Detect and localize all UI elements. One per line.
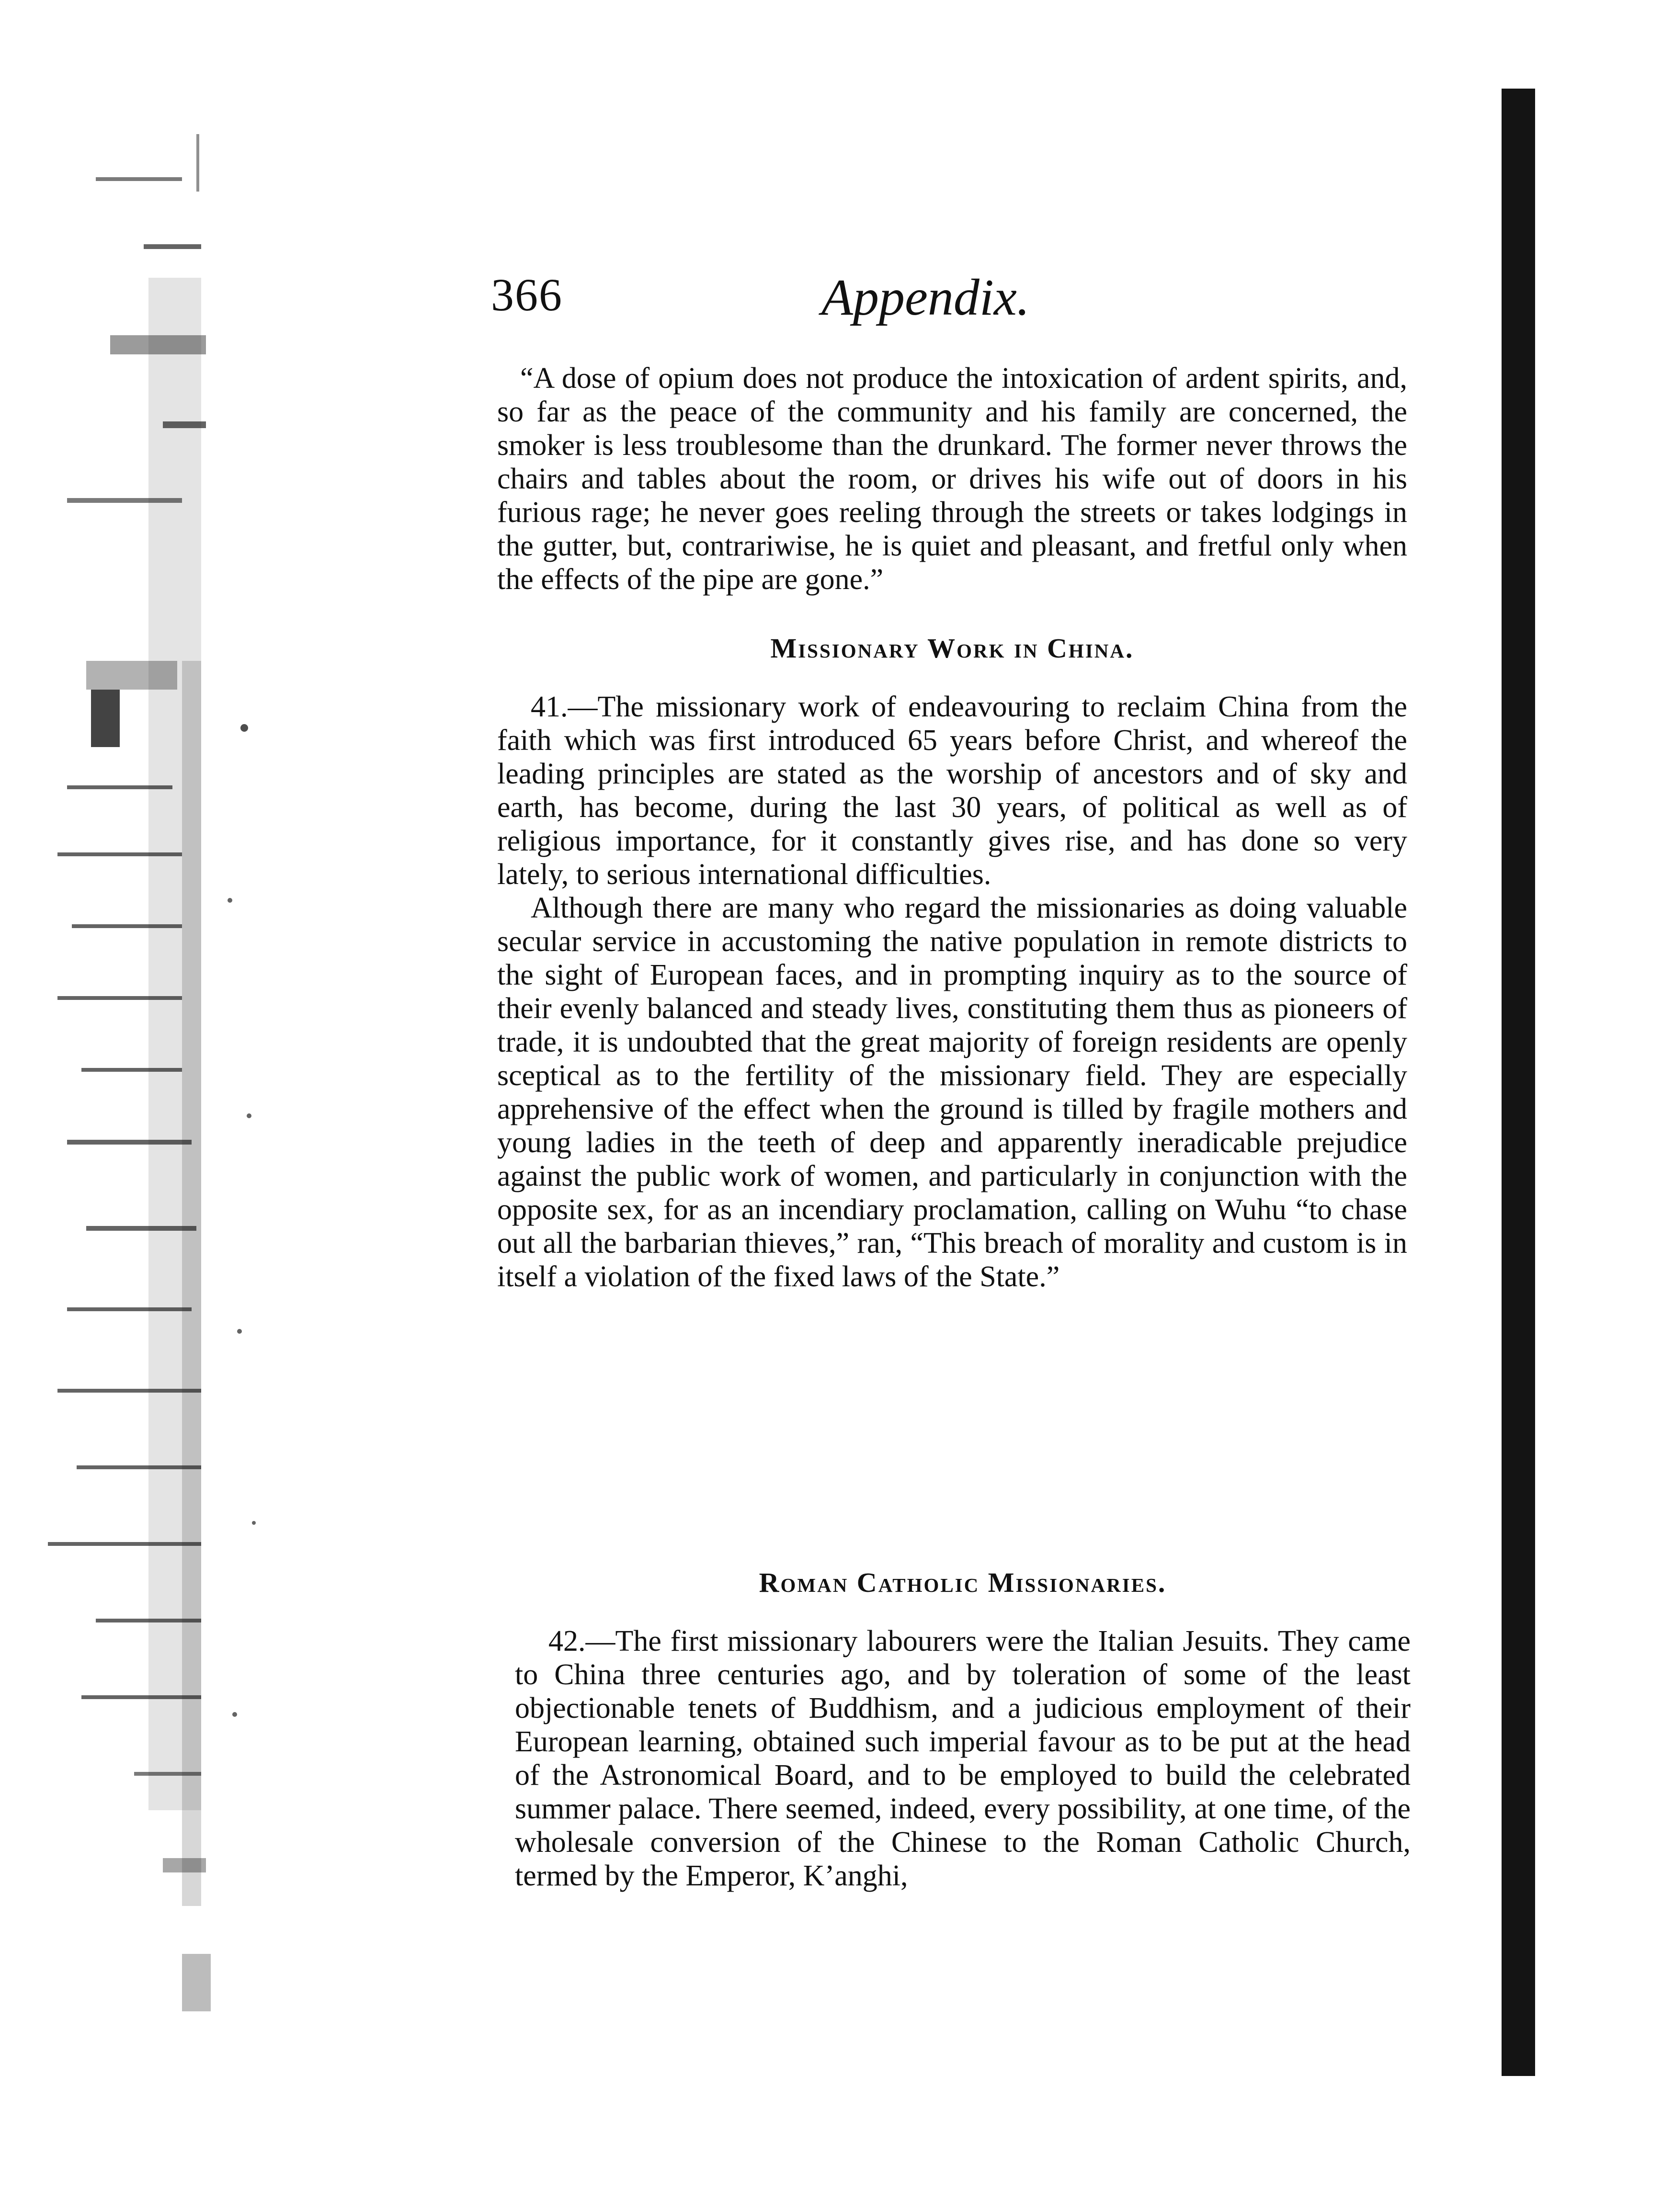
- scan-noise-strip: [38, 134, 268, 2074]
- section-missionary-work: [497, 596, 1407, 1293]
- section-roman-catholic: [515, 1566, 1411, 1893]
- paragraph: 42.—The first missionary labourers were the Italian Jesuits. They came to China three centuries ago, and by toleration of some of the least objectionable tenets of Buddhism, and a judicious employment of their European learning, obtained such imperial favour as to be put at the head of the Astronomical Board, and to be employed to build the celebrated summer palace. There seemed, indeed, every possibility, at one time, of the wholesale conversion of the Chinese to the Roman Catholic Church, termed by the Emperor, K’anghi,: [515, 1625, 1411, 1892]
- spine-shadow-bar: [1502, 89, 1535, 2076]
- body-text-upper: [497, 362, 1407, 1293]
- section-heading: Roman Catholic Missionaries.: [759, 1567, 1167, 1598]
- quote-paragraph: “A dose of opium does not produce the intoxication of ardent spirits, and, so far as the peace of the community and his family are concerned, the smoker is less troublesome than the drunkard. The former never throws the chairs and tables about the room, or drives his wife out of doors in his furious rage; he never goes reeling through the streets or takes lodgings in the gutter, but, contrariwise, he is quiet and pleasant, and fretful only when the effects of the pipe are gone.”: [497, 362, 1407, 596]
- section-heading: Missionary Work in China.: [770, 633, 1134, 664]
- page-number: 366: [491, 269, 563, 320]
- paragraph: Although there are many who regard the missionaries as doing valuable secular service in accustoming the native population in remote districts to the sight of European faces, and in prompting inquiry as to the source of their evenly balanced and steady lives, constituting them thus as pioneers of trade, it is undoubted that the great majority of foreign residents are openly sceptical as to the fertility of the missionary field. They are especially apprehensive of the effect when the ground is tilled by fragile mothers and young ladies in the teeth of deep and apparently ineradicable prejudice against the public work of women, and particularly in conjunction with the opposite sex, for as an incendiary proclamation, calling on Wuhu “to chase out all the barbarian thieves,” ran, “This breach of morality and custom is in itself a violation of the fixed laws of the State.”: [497, 892, 1407, 1293]
- paragraph: 41.—The missionary work of endeavouring to reclaim China from the faith which was first introduced 65 years before Christ, and whereof the leading principles are stated as the worship of ancestors and of sky and earth, has become, during the last 30 years, of political as well as of religious importance, for it constantly gives rise, and has done so very lately, to serious international difficulties.: [497, 691, 1407, 891]
- page-header: [491, 259, 1401, 345]
- running-head: Appendix.: [821, 269, 1030, 326]
